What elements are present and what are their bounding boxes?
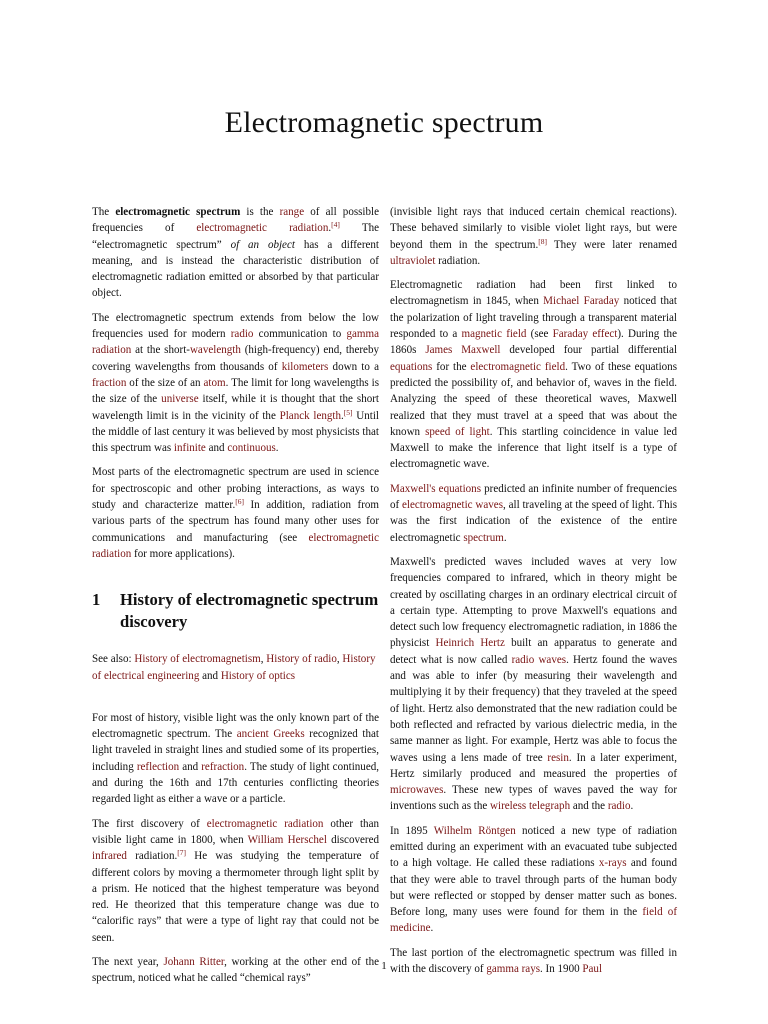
link-ancient-greeks[interactable]: ancient Greeks [236, 728, 305, 741]
link-ultraviolet[interactable]: ultraviolet [390, 254, 436, 267]
citation-8[interactable]: [8] [538, 236, 548, 246]
link-radio-2[interactable]: radio [607, 800, 631, 813]
citation-6[interactable]: [6] [235, 497, 244, 507]
ritter-paragraph: The next year, Johann Ritter, working at the other end of the spectrum, noticed what he called “chemical rays” [92, 955, 379, 985]
link-william-herschel[interactable]: William Herschel [247, 833, 327, 846]
left-column [92, 204, 379, 995]
section-heading-history [92, 589, 379, 633]
link-universe[interactable]: universe [161, 393, 199, 406]
faraday-maxwell-paragraph: Electromagnetic radiation had been first linked to electromagnetism in 1845, when Michael Faraday noticed that the polarization of light traveling through a transparent material responded to a magnetic field (see Faraday effect). During the 1860s James Maxwell developed four partial differential equations for the electromagnetic field. Two of these equations predicted the possibility of, and behavior of, waves in the field. Analyzing the speed of these theoretical waves, Maxwell realized that they must travel at a speed that was about the known speed of light. This startling coincidence in value led Maxwell to make the inference that light itself is a type of electromagnetic wave. [390, 279, 678, 471]
link-history-electrical-engineering[interactable]: History of electrical engineering [92, 653, 376, 682]
gamma-paragraph: The last portion of the electromagnetic spectrum was filled in with the discovery of gamma rays. In 1900 Paul [390, 946, 677, 976]
link-history-optics[interactable]: History of optics [220, 669, 296, 682]
see-also: See also: History of electromagnetism, History of radio, History of electrical engineering and History of optics [92, 653, 376, 682]
link-speed-of-light[interactable]: speed of light [425, 425, 490, 438]
link-spectrum[interactable]: spectrum [463, 531, 504, 544]
link-gamma-rays[interactable]: gamma rays [486, 963, 541, 976]
section-title: History of electromagnetic spectrum discovery [120, 590, 379, 632]
link-continuous[interactable]: continuous [227, 442, 276, 455]
link-james-maxwell[interactable]: James Maxwell [425, 344, 501, 357]
link-microwaves[interactable]: microwaves [390, 784, 444, 797]
herschel-paragraph: The first discovery of electromagnetic radiation other than visible light came in 1800, when William Herschel discovered infrared radiation.[7] He was studying the temperature of different colors by moving a thermometer through light split by a prism. He noticed that the highest temperature was beyond red. He theorized that this temperature change was due to “calorific rays” that were a type of light ray that could not be seen. [92, 817, 379, 944]
maxwell-equations-paragraph: Maxwell's equations predicted an infinite number of frequencies of electromagnetic waves, all traveling at the speed of light. This was the first indication of the existence of the entire electromagnetic spectrum. [390, 482, 677, 544]
history-paragraph: For most of history, visible light was the only known part of the electromagnetic spectrum. The ancient Greeks recognized that light traveled in straight lines and studied some of its properties, including reflection and refraction. The study of light continued, and during the 16th and 17th centuries conflicting theories regarded light as either a wave or a particle. [92, 711, 380, 806]
link-field-of-medicine[interactable]: field of medicine [390, 906, 677, 935]
range-paragraph: The electromagnetic spectrum extends from below the low frequencies used for modern radio communication to gamma radiation at the short-wavelength (high-frequency) end, thereby covering wavelengths from thousands of kilometers down to a fraction of the size of an atom. The limit for long wavelengths is the size of the universe itself, while it is thought that the short wavelength limit is in the vicinity of the Planck length.[5] Until the middle of last century it was believed by most physicists that this spectrum was infinite and continuous. [92, 311, 380, 455]
link-resin[interactable]: resin [547, 751, 569, 764]
uses-paragraph: Most parts of the electromagnetic spectrum are used in science for spectroscopic and other probing interactions, as ways to study and characterize matter.[6] In addition, radiation from various parts of the spectrum has found many other uses for communications and manufacturing (see electromagnetic radiation for more applications). [92, 466, 379, 560]
link-electromagnetic-waves[interactable]: electromagnetic waves [402, 499, 504, 512]
rontgen-paragraph: In 1895 Wilhelm Röntgen noticed a new type of radiation emitted during an experiment with an evacuated tube subjected to a high voltage. He called these radiations x-rays and found that they were able to travel through parts of the human body but were reflected or stopped by denser matter such as bones. Before long, many uses were found for them in the field of medicine. [390, 824, 677, 935]
link-x-rays[interactable]: x-rays [598, 857, 627, 870]
link-wireless-telegraph[interactable]: wireless telegraph [490, 800, 571, 813]
link-wavelength[interactable]: wavelength [189, 344, 241, 357]
link-electromagnetic-radiation-3[interactable]: electromagnetic radiation [206, 817, 324, 830]
link-electromagnetic-field[interactable]: electromagnetic field [470, 360, 566, 373]
link-electromagnetic-radiation[interactable]: electromagnetic radiation [196, 222, 329, 235]
link-history-electromagnetism[interactable]: History of electromagnetism [134, 653, 261, 666]
citation-4[interactable]: [4] [331, 220, 340, 230]
intro-paragraph: The electromagnetic spectrum is the range of all possible frequencies of electromagnetic radiation.[4] The “electromagnetic spectrum” of an object has a different meaning, and is instead the characteristic distribution of electromagnetic radiation emitted or absorbed by that particular object. [92, 206, 380, 300]
link-infrared[interactable]: infrared [92, 850, 127, 863]
hertz-paragraph: Maxwell's predicted waves included waves at very low frequencies compared to infrared, which in theory might be created by oscillating charges in an ordinary electrical circuit of a certain type. Attempting to prove Maxwell's equations and detect such low frequency electromagnetic radiation, in 1886 the physicist Heinrich Hertz built an apparatus to generate and detect what is now called radio waves. Hertz found the waves and was able to infer (by measuring their wavelength and multiplying it by their frequency) that they traveled at the speed of light. Hertz also demonstrated that the new radiation could be both reflected and refracted by various dielectric media, in the same manner as light. For example, Hertz was able to focus the waves using a lens made of tree resin. In a later experiment, Hertz similarly produced and measured the properties of microwaves. These new types of waves paved the way for inventions such as the wireless telegraph and the radio. [390, 555, 678, 813]
link-range[interactable]: range [279, 206, 305, 218]
citation-5[interactable]: [5] [343, 407, 353, 417]
link-atom[interactable]: atom [203, 376, 226, 389]
link-kilometers[interactable]: kilometers [281, 360, 329, 373]
link-electromagnetic-radiation-2[interactable]: electromagnetic radiation [92, 531, 379, 560]
ultraviolet-paragraph: (invisible light rays that induced certain chemical reactions). These behaved similarly to visible violet light rays, but were beyond them in the spectrum.[8] They were later renamed ultraviolet radiation. [390, 206, 677, 267]
link-wilhelm-rontgen[interactable]: Wilhelm Röntgen [433, 824, 516, 837]
page-number: 1 [381, 960, 387, 972]
link-paul[interactable]: Paul [582, 963, 603, 976]
link-infinite[interactable]: infinite [173, 442, 206, 455]
link-fraction[interactable]: fraction [92, 376, 127, 389]
link-radio-waves[interactable]: radio waves [511, 653, 567, 666]
link-radio[interactable]: radio [230, 328, 254, 341]
link-faraday-effect[interactable]: Faraday effect [552, 328, 618, 341]
link-planck-length[interactable]: Planck length [279, 409, 342, 422]
link-maxwells-equations[interactable]: Maxwell's equations [390, 482, 482, 495]
link-reflection[interactable]: reflection [136, 760, 180, 773]
link-michael-faraday[interactable]: Michael Faraday [543, 295, 620, 308]
page-title: Electromagnetic spectrum [224, 106, 544, 139]
link-magnetic-field[interactable]: magnetic field [461, 328, 527, 341]
right-column [390, 204, 677, 985]
link-equations[interactable]: equations [390, 360, 433, 373]
link-johann-ritter[interactable]: Johann Ritter [163, 955, 225, 968]
link-refraction[interactable]: refraction [201, 760, 245, 773]
link-heinrich-hertz[interactable]: Heinrich Hertz [435, 637, 505, 650]
link-history-radio[interactable]: History of radio [266, 653, 337, 666]
link-gamma-radiation[interactable]: gamma radiation [92, 328, 379, 357]
section-number: 1 [92, 590, 101, 610]
citation-7[interactable]: [7] [177, 848, 186, 858]
